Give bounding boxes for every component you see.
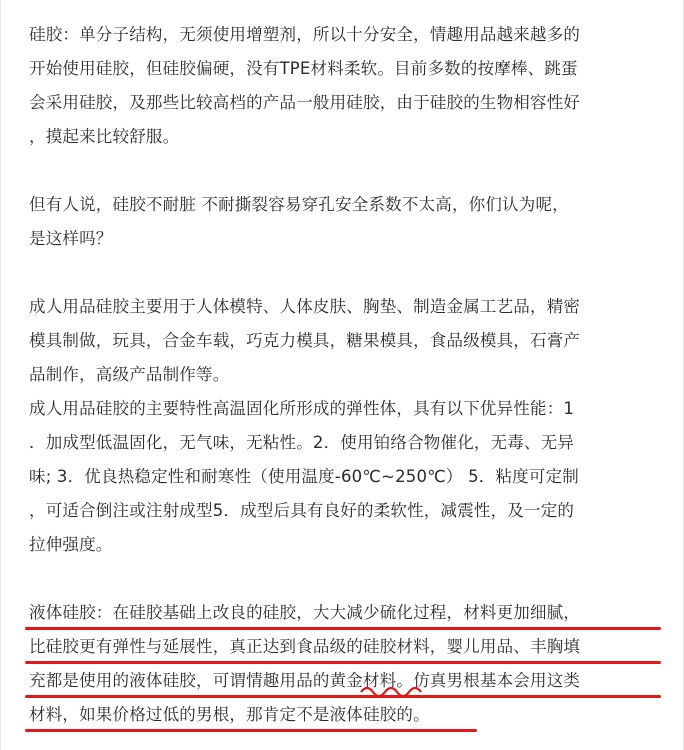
paragraph-spacer (29, 562, 661, 596)
paragraph-silicone-uses: 成人用品硅胶主要用于人体模特、人体皮肤、胸垫、制造金属工艺品，精密 模具制做，玩具，合金车载，巧克力模具，糖果模具，食品级模具，石膏产 品制作，高级产品制作等。 成人用品硅胶的主要特性高温固化所形成的弹性体，具有以下优异性能：1 ．加成型低温固化，无气味，无粘性。2．使用铂络合物催化，无毒、无异 味; 3．优良热稳定性和耐寒性（使用温度-60℃~250℃） 5．粘度可定制 ，可适合倒注或注射成型5．成型后具有良好的柔软性，减震性，及一定的 拉伸强度。 (29, 297, 581, 554)
paragraph-question: 但有人说，硅胶不耐脏 不耐撕裂容易穿孔安全系数不太高，你们认为呢， 是这样吗？ (29, 195, 569, 248)
paragraph-spacer (29, 154, 661, 188)
red-underline-line-1 (25, 627, 661, 630)
paragraph-silicone-intro: 硅胶：单分子结构，无须使用增塑剂，所以十分安全，情趣用品越来越多的 开始使用硅胶，但硅胶偏硬，没有TPE材料柔软。目前多数的按摩棒、跳蛋 会采用硅胶，及那些比较高档的产品一般用硅胶，由于硅胶的生物相容性好 ，摸起来比较舒服。 (29, 25, 581, 146)
red-underline-line-4 (25, 729, 477, 732)
paragraph-liquid-silicone: 液体硅胶：在硅胶基础上改良的硅胶，大大减少硫化过程，材料更加细腻， 比硅胶更有弹性与延展性，真正达到食品级的硅胶材料，婴儿用品、丰胸填 充都是使用的液体硅胶，可谓情趣用品的黄金材料。仿真男根基本会用这类 材料，如果价格过低的男根，那肯定不是液体硅胶的。 (29, 603, 581, 724)
highlighted-block (29, 596, 661, 732)
red-underline-line-3 (25, 695, 661, 698)
red-underline-line-2 (25, 661, 661, 664)
wavy-underline-mark (359, 684, 429, 696)
paragraph-spacer (29, 256, 661, 290)
